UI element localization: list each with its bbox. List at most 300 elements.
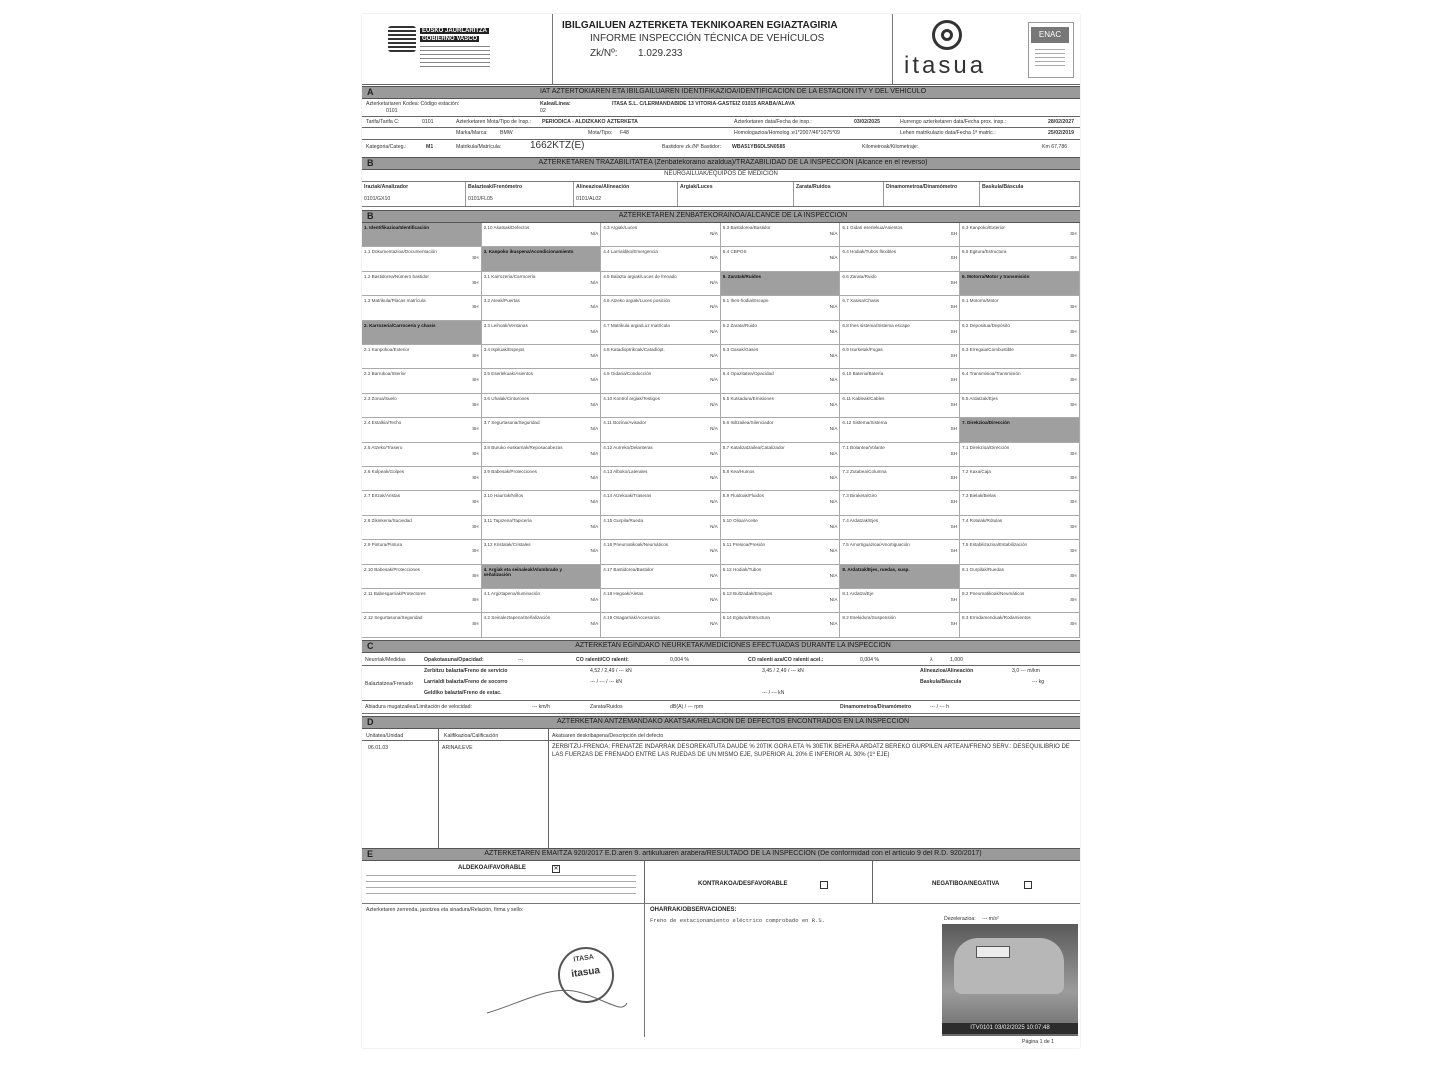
scope-value: SH	[1070, 597, 1077, 602]
scope-cell	[482, 540, 602, 564]
scope-cell	[482, 443, 602, 467]
scope-cell	[840, 272, 960, 296]
scope-value: N/A	[590, 304, 599, 310]
scope-cell	[721, 369, 841, 393]
scope-cell	[840, 516, 960, 540]
section-c-letter: C	[367, 641, 374, 651]
brand-wordmark: itasua	[904, 52, 987, 79]
scope-value: SH	[1070, 255, 1077, 261]
rescue-value: --- / --- / --- kN	[590, 679, 622, 685]
scope-value: N/A	[829, 499, 838, 505]
scope-cell	[482, 247, 602, 271]
decel-value: --- m/s²	[982, 916, 999, 922]
scope-cell	[721, 613, 841, 637]
scope-label: 6. Motorra/Motor y transmisión	[962, 273, 1030, 279]
scope-label: 8.1 Ardatza/Eje	[842, 591, 874, 596]
gov-line1: EUSKO JAURLARITZA	[422, 28, 488, 34]
scope-label: 5.2 Zarata/Ruido	[722, 322, 758, 328]
scope-value: SH	[950, 328, 957, 334]
defects-col-rating: Kalifikazioa/Calificación	[444, 733, 499, 739]
scope-value: SH	[950, 279, 957, 285]
scope-label: 6.1 Motorra/Motor	[962, 298, 999, 304]
scope-cell	[482, 223, 602, 247]
equipment-title: NEURGAILUAK/EQUIPOS DE MEDICIÓN	[664, 171, 778, 177]
insp-date-label: Azterketaren data/Fecha de insp.:	[734, 119, 812, 125]
plate-value: 1662KTZ(E)	[530, 140, 585, 151]
scope-value: N/A	[829, 548, 838, 554]
inspection-report-page	[362, 14, 1080, 1048]
gov-subtext-lines	[420, 46, 490, 68]
scope-cell	[840, 321, 960, 345]
scope-label: 5.3 Bastidorea/Bastidor	[722, 225, 771, 230]
scope-value: SH	[950, 377, 957, 383]
scope-cell	[960, 345, 1080, 369]
scope-label: 5.14 Egitura/Estructura	[722, 615, 770, 621]
scope-label: 2.5 Atzeko/Trasero	[364, 444, 403, 450]
scope-label: 5.1 Ihes-hodia/Escape	[722, 298, 769, 304]
scope-value: N/A	[590, 328, 599, 334]
scope-value: N/A	[829, 401, 838, 407]
favorable-checkbox[interactable]: ✕	[553, 866, 559, 872]
scope-label: 5.6 Isiltzailea/Silenciador	[722, 420, 774, 426]
scope-cell	[721, 589, 841, 613]
scope-label: 4.10 Kontrol argiak/Testigos	[603, 395, 660, 401]
scope-value: N/A	[829, 377, 838, 383]
scope-label: 2.12 Segurtasuna/Seguridad	[364, 615, 423, 621]
vehicle-photo	[942, 924, 1078, 1036]
scope-value: N/A	[590, 279, 599, 285]
scope-cell	[482, 321, 602, 345]
scope-value: SH	[1070, 304, 1077, 310]
align-label: Alineazioa/Alineación	[920, 668, 974, 674]
scope-cell	[960, 296, 1080, 320]
scope-label: 5.8 Kea/Humos	[722, 469, 755, 474]
scope-cell	[362, 418, 482, 442]
scope-cell	[960, 443, 1080, 467]
scope-label: 7.4 Ardatzak/Ejes	[842, 517, 879, 523]
scope-label: 5.4 CBPOS	[722, 249, 747, 255]
scope-cell	[482, 296, 602, 320]
scope-value: SH	[472, 475, 479, 480]
scope-cell	[721, 565, 841, 589]
gov-logo	[384, 22, 524, 72]
homolog-label: Homologazioa/Homolog.:	[734, 130, 793, 136]
equipment-label: Balazteak/Frenómetro	[468, 184, 523, 190]
section-d-title: AZTERKETAN ANTZEMANDAKO AKATSAK/RELACIÓN DE DEFECTOS ENCONTRADOS EN LA INSPECCIÓN	[556, 718, 909, 725]
speed-value: --- km/h	[532, 704, 550, 710]
scope-value: N/A	[590, 426, 599, 432]
scope-label: 3. Kanpoko ikuspena/Acondicionamiento	[483, 249, 574, 255]
photo-plate	[976, 946, 1010, 958]
station-code-label: Azterketariaren Kodea: Código estación:	[366, 101, 460, 107]
inspection-type: PERIODICA - ALDIZKAKO AZTERKETA	[542, 119, 638, 125]
scope-label: 6.5 Egitura/Estructura	[962, 249, 1007, 255]
scope-value: N/A	[590, 597, 599, 602]
scope-value: SH	[1070, 377, 1077, 383]
scope-label: 4.17 Bastidorea/Bastidor	[603, 566, 654, 572]
result-favorable: ALDEKOA/FAVORABLE	[458, 865, 526, 871]
scope-value: SH	[950, 621, 957, 627]
line-value: 02	[540, 108, 546, 114]
scale-label: Baskula/Báscula	[920, 679, 962, 685]
scope-value: SH	[950, 255, 957, 261]
scope-cell	[362, 272, 482, 296]
scope-value: SH	[950, 401, 957, 407]
scope-cell	[721, 394, 841, 418]
scope-value: SH	[950, 548, 957, 554]
scope-value: N/A	[829, 621, 838, 627]
scope-label: 5.13 Bultzadak/Empujes	[722, 591, 773, 596]
scope-value: SH	[1070, 353, 1077, 358]
scope-label: 4.4 Larrialdiko/Emergencia	[603, 249, 658, 255]
section-c-title: AZTERKETAN EGINDAKO NEURKETAK/MEDICIONES EFECTUADAS DURANTE LA INSPECCIÓN	[575, 642, 891, 649]
defects-col-desc: Akatsaren deskribapena/Descripción del defecto	[552, 733, 664, 739]
scope-value: N/A	[590, 377, 599, 383]
header	[362, 14, 1080, 85]
scope-label: 6.3 Kanpoko/Exterior	[962, 225, 1005, 230]
scope-cell	[960, 565, 1080, 589]
section-e-letter: E	[367, 849, 374, 859]
scope-cell	[362, 516, 482, 540]
scope-cell	[840, 223, 960, 247]
scope-value: N/A	[829, 255, 838, 261]
scope-cell	[362, 491, 482, 515]
scope-label: 7.4 Rotulak/Rótulas	[962, 517, 1003, 523]
scope-label: 2.6 Kolpeak/Golpes	[364, 469, 405, 474]
scope-label: 2.10 Akatsak/Defectos	[483, 225, 530, 230]
scope-value: N/A	[710, 621, 718, 627]
scope-label: 6.4 Hodiak/Tubos flexibles	[842, 249, 897, 255]
scope-value: N/A	[829, 450, 838, 456]
station-code: 0101	[386, 108, 398, 114]
scope-value: N/A	[710, 475, 718, 480]
header-divider-2	[892, 14, 893, 84]
result-unfavorable: KONTRAKOA/DESFAVORABLE	[698, 881, 788, 887]
scope-label: 5.3 Gasak/Gases	[722, 347, 759, 352]
scope-cell	[362, 369, 482, 393]
scope-cell	[840, 589, 960, 613]
opacity-value: ---	[518, 657, 524, 663]
scope-label: 4.16 Pneumatikoak/Neumáticos	[603, 542, 669, 548]
scope-label: 2.11 Babesgarriak/Protectores	[364, 591, 426, 596]
equipment-col	[678, 182, 794, 206]
scope-cell	[601, 491, 721, 515]
report-number: 1.029.233	[638, 48, 683, 59]
scope-value: N/A	[710, 572, 718, 578]
scope-cell	[601, 394, 721, 418]
scope-cell	[482, 516, 602, 540]
scope-cell	[960, 418, 1080, 442]
scope-cell	[482, 491, 602, 515]
scope-cell	[362, 296, 482, 320]
measurements	[362, 653, 1080, 714]
scope-value: N/A	[590, 523, 599, 529]
scope-cell	[960, 613, 1080, 637]
section-b1-bar	[362, 157, 1080, 170]
speed-label: Abiadura mugatzailea/Limitación de velocidad:	[365, 704, 472, 710]
scope-value: N/A	[710, 279, 718, 285]
scope-value: SH	[472, 523, 479, 529]
scope-label: 6.8 Ihes sistema/Sistema escape	[842, 322, 910, 328]
opacity-label: Opakotasuna/Opacidad:	[424, 657, 484, 663]
section-d-letter: D	[367, 717, 374, 727]
scope-value: N/A	[590, 450, 599, 456]
scope-cell	[601, 321, 721, 345]
km-value: Km 67.786	[1042, 144, 1068, 150]
scope-value: SH	[1070, 231, 1077, 236]
scope-label: 3.5 Eserlekuak/Asientos	[483, 371, 533, 377]
scope-label: 2.9 Pintura/Pintura	[364, 542, 403, 548]
scope-label: 2. Karrozeria/Carrocería y chasis	[364, 322, 436, 328]
section-c-bar	[362, 640, 1080, 653]
favorable-small-lines	[366, 875, 636, 899]
scope-value: SH	[472, 426, 479, 432]
scope-cell	[960, 491, 1080, 515]
negative-checkbox[interactable]	[1024, 881, 1032, 889]
header-divider	[552, 14, 553, 84]
next-date: 28/02/2027	[1048, 119, 1074, 125]
lambda-value: 1,000	[950, 657, 963, 663]
scope-value: SH	[1070, 523, 1077, 529]
itasua-emblem-icon	[932, 20, 962, 50]
type-value: F48	[620, 130, 629, 136]
scope-cell	[840, 491, 960, 515]
scope-value: N/A	[590, 401, 599, 407]
section-e-bar	[362, 848, 1080, 861]
result-row	[362, 861, 1080, 904]
scope-cell	[362, 589, 482, 613]
scope-label: 7.5 Estabilizazioa/Estabilización	[962, 542, 1028, 548]
brand-label: Marka/Marca:	[456, 130, 488, 136]
scope-cell	[721, 321, 841, 345]
scope-label: 6.10 Bateria/Batería	[842, 371, 884, 377]
scope-cell	[482, 613, 602, 637]
scope-value: N/A	[710, 255, 718, 261]
equipment-table	[362, 181, 1080, 207]
equipment-col	[574, 182, 678, 206]
scope-value: N/A	[710, 499, 718, 505]
scope-label: 7.3 Bielak/Bielas	[962, 493, 996, 499]
equipment-label: Alineazioa/Alineación	[576, 184, 630, 190]
scope-cell	[601, 369, 721, 393]
scope-cell	[960, 223, 1080, 247]
scope-value: SH	[950, 475, 957, 480]
scale-value: --- kg	[1032, 679, 1045, 685]
scope-cell	[601, 540, 721, 564]
scope-value: SH	[472, 548, 479, 554]
scope-label: 6.4 Transmisioa/Transmisión	[962, 371, 1021, 377]
category-label: Kategoria/Categ.:	[366, 144, 407, 150]
scope-label: 3.11 Tapizeria/Tapicería	[483, 517, 532, 523]
scope-label: 3.12 Kristalak/Cristales	[483, 542, 531, 548]
scope-cell	[362, 321, 482, 345]
scope-value: N/A	[829, 426, 838, 432]
inspection-type-label: Azterketaren Mota/Tipo de Insp.:	[456, 119, 532, 125]
equipment-label: Argiak/Luces	[680, 184, 713, 190]
scope-label: 3.10 Haurrak/Niños	[483, 493, 524, 499]
scope-value: SH	[950, 523, 957, 529]
scope-label: 6.3 Erregaia/Combustible	[962, 347, 1014, 352]
scope-cell	[960, 394, 1080, 418]
scope-label: 5.7 Katalizatzailea/Catalizador	[722, 444, 785, 450]
gov-emblem-icon	[388, 26, 416, 52]
co2-label: CO ralenti aza/CO ralentí acel.:	[748, 657, 824, 663]
scope-label: 3.1 Karrozeria/Carrocería	[483, 273, 536, 279]
scope-label: 6.11 Kableak/Cables	[842, 395, 885, 401]
section-b1-title: AZTERKETAREN TRAZABILITATEA (Zenbatekoraino azaldua)/TRAZABILIDAD DE LA INSPECCIÓN (Alcance en el reverso)	[538, 159, 928, 166]
scope-label: 8.3 Errodamenduak/Rodamientos	[962, 615, 1031, 621]
scope-cell	[601, 467, 721, 491]
scope-label: 4.5 Balazta argiak/Luces de frenado	[603, 273, 677, 279]
scope-cell	[721, 443, 841, 467]
scope-value: SH	[472, 621, 479, 627]
scope-label: 7.1 Direkzioa/Dirección	[962, 444, 1010, 450]
scope-label: 6.5 Ardatzak/Ejes	[962, 395, 998, 401]
scope-label: 2.4 Estalkia/Techo	[364, 420, 402, 426]
scope-value: N/A	[710, 231, 718, 236]
scope-label: 4.12 Aurreko/Delanteras	[603, 444, 653, 450]
scope-label: 3.7 Segurtasuna/Seguridad	[483, 420, 540, 426]
scope-label: 3.6 Uhalak/Cinturones	[483, 395, 530, 401]
section-a-bar	[362, 86, 1080, 99]
scope-value: N/A	[829, 475, 838, 480]
scope-value: SH	[1070, 401, 1077, 407]
scope-cell	[601, 565, 721, 589]
unfavorable-checkbox[interactable]	[820, 881, 828, 889]
scope-value: SH	[472, 377, 479, 383]
scope-cell	[840, 345, 960, 369]
section-a-body	[362, 99, 1080, 153]
scope-value: N/A	[590, 548, 599, 554]
title-es: INFORME INSPECCIÓN TÉCNICA DE VEHÍCULOS	[590, 33, 825, 44]
co2-value: 0,004 %	[860, 657, 880, 663]
enac-small-lines	[1035, 49, 1065, 69]
align-value: 3,0 --- m/km	[1012, 668, 1040, 674]
scope-value: N/A	[829, 572, 838, 578]
scope-value: SH	[950, 304, 957, 310]
station-name: ITASA S.L. C/LERMANDABIDE 13 VITORIA-GASTEIZ 01015 ARABA/ALAVA	[612, 101, 795, 107]
scope-value: SH	[472, 450, 479, 456]
lambda-label: λ	[930, 657, 933, 663]
scope-label: 1.3 Matrikula/Placas matrícula	[364, 298, 426, 304]
scope-cell	[601, 613, 721, 637]
defect-code: 06.01.03	[368, 745, 389, 751]
km-label: Kilometroak/Kilometraje:	[862, 144, 919, 150]
scope-cell	[482, 467, 602, 491]
scope-value: SH	[1070, 548, 1077, 554]
scope-value: N/A	[710, 426, 718, 432]
scope-cell	[362, 394, 482, 418]
scope-label: 4.8 Katadioptrikoak/Catadiópt.	[603, 347, 665, 352]
scope-cell	[601, 589, 721, 613]
scope-cell	[840, 565, 960, 589]
scope-cell	[362, 345, 482, 369]
scope-cell	[601, 296, 721, 320]
defects-col-unit: Unitatea/Unidad	[366, 733, 404, 739]
service-value: 4,52 / 2,49 / --- kN	[590, 668, 632, 674]
scope-cell	[721, 247, 841, 271]
first-reg: 25/02/2019	[1048, 130, 1074, 136]
scope-label: 4.19 Osagarriak/Accesorios	[603, 615, 660, 621]
parking-label: Geldiko balazta/Freno de estac.	[424, 690, 502, 696]
scope-label: 4.11 Bozina/Avisador	[603, 420, 647, 426]
defect-rating: ARINA/LEVE	[442, 745, 473, 751]
scope-label: 5.9 Fluidoak/Fluidos	[722, 493, 764, 499]
equipment-col	[980, 182, 1080, 206]
stamp-top: ITASA	[573, 953, 595, 964]
homolog-value: e1*2007/46*1075*09	[792, 130, 840, 136]
scope-cell	[960, 467, 1080, 491]
scope-label: 2.10 Babesak/Protecciones	[364, 566, 420, 572]
tarifa-label: Tarifa/Tarifa C:	[366, 119, 400, 125]
scope-cell	[721, 540, 841, 564]
scope-label: 2.8 Zikinkeria/Suciedad	[364, 517, 412, 523]
service-value-2: 3,45 / 2,49 / --- kN	[762, 668, 804, 674]
scope-cell	[960, 272, 1080, 296]
scope-label: 5.4 Opazitatea/Opacidad	[722, 371, 774, 377]
scope-value: SH	[472, 353, 479, 358]
scope-cell	[721, 467, 841, 491]
co-label: CO ralenti/CO ralentí:	[576, 657, 629, 663]
scope-value: N/A	[710, 304, 718, 310]
stamp-brand: itasua	[570, 965, 601, 980]
scope-cell	[960, 589, 1080, 613]
equipment-col	[362, 182, 466, 206]
scope-label: 7.3 Biraketa/Giro	[842, 493, 877, 499]
scope-cell	[840, 394, 960, 418]
vin-label: Bastidore zk./Nº Bastidor:	[662, 144, 721, 150]
itasua-logo	[898, 18, 1008, 80]
equipment-col	[466, 182, 574, 206]
scope-label: 8.1 Gurpilak/Ruedas	[962, 566, 1004, 572]
defect-description: ZERBITZU-FRENOA: FRENATZE INDARRAK DESOREKATUTA DAUDE % 20TIK GORA ETA % 30ETIK BEHERA ARDATZ BEREKO GURPILEN ARTEAN/FRENO SERV.: DESEQUILIBRIO DE LAS FUERZAS DE FRENADO ENTRE LAS RUEDAS DE UN MISMO EJE, SUPERIOR AL 20% E INFERIOR AL 30% (1º EJE)	[552, 744, 1070, 758]
scope-label: 4.13 Alboko/Laterales	[603, 469, 648, 474]
scope-cell	[601, 516, 721, 540]
plate-label: Matrikula/Matrícula:	[456, 144, 502, 150]
scope-value: SH	[950, 231, 957, 236]
brake-label: Balaztatzea/Frenado	[365, 681, 413, 687]
scope-cell	[960, 247, 1080, 271]
scope-cell	[721, 223, 841, 247]
decel-label: Dezelerazioa:	[944, 916, 976, 922]
scope-label: 7.1 Bolantea/Volante	[842, 444, 885, 450]
scope-value: SH	[472, 304, 479, 310]
scope-value: N/A	[710, 450, 718, 456]
scope-value: SH	[1070, 572, 1077, 578]
scope-value: SH	[950, 499, 957, 505]
scope-label: 7.2 Kaxa/Caja	[962, 469, 991, 474]
scope-value: N/A	[710, 548, 718, 554]
signature-area	[362, 903, 645, 1037]
rescue-label: Larrialdi balazta/Freno de socorro	[424, 679, 508, 685]
equipment-value: 0101/AL02	[576, 196, 602, 202]
scope-label: 2.3 Zorua/Suelo	[364, 395, 397, 401]
equipment-col	[794, 182, 884, 206]
observations	[644, 903, 940, 1037]
noise-label: Zarata/Ruidos	[590, 704, 623, 710]
section-b2-letter: B	[367, 211, 374, 221]
equipment-value: 0101/GX10	[364, 196, 391, 202]
scope-cell	[721, 418, 841, 442]
scope-label: 8. Ardatzak/Ejes, ruedas, susp.	[842, 566, 910, 572]
scope-label: 5.11 Presioa/Presión	[722, 542, 766, 548]
scope-label: 6.7 Xasisa/Chasis	[842, 298, 880, 304]
scope-label: 4.15 Gurpila/Rueda	[603, 517, 644, 523]
equipment-label: Iraziak/Analizador	[364, 184, 409, 190]
scope-cell	[601, 345, 721, 369]
scope-cell	[601, 247, 721, 271]
category-value: M1	[426, 144, 434, 150]
